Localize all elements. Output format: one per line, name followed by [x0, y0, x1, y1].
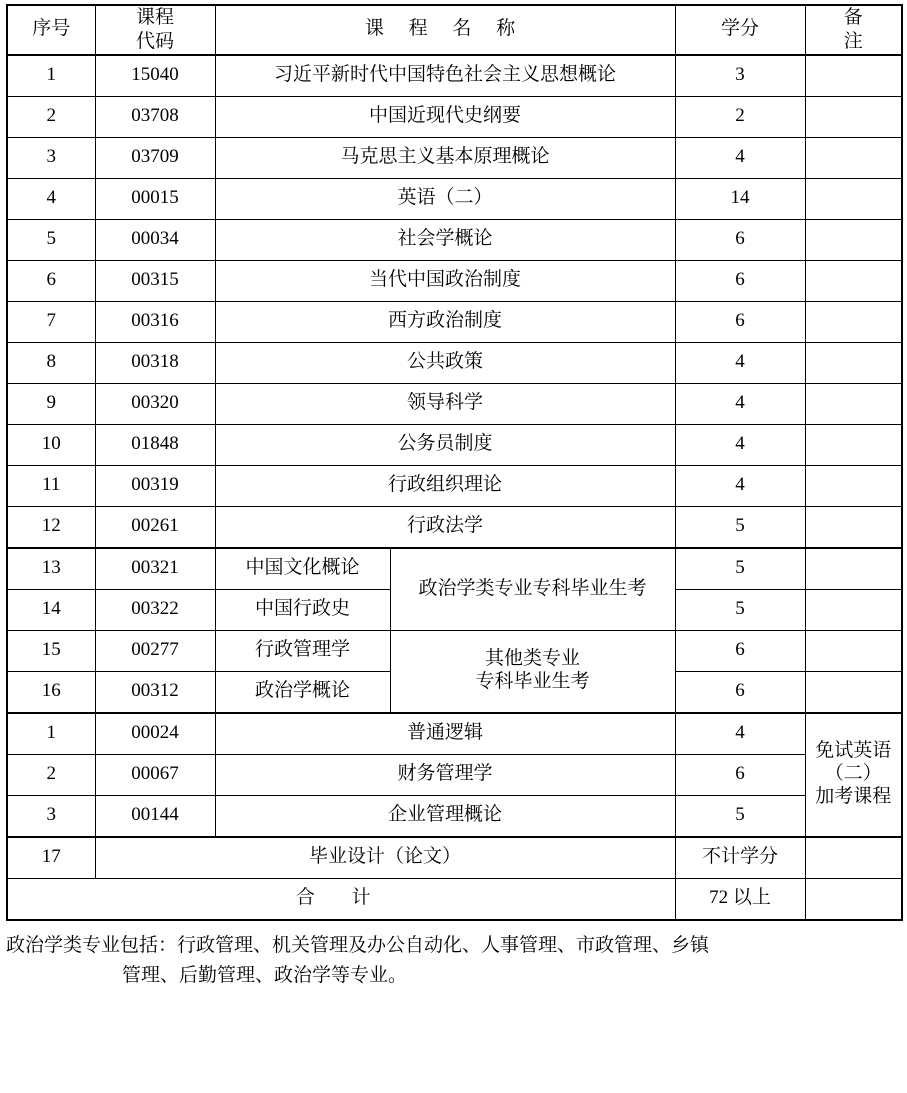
table-row: [7, 178, 902, 219]
cell-code: 00319: [95, 465, 215, 506]
table-row: [7, 301, 902, 342]
cell-no: 8: [7, 342, 95, 383]
header-remark: [805, 5, 902, 55]
header-code: [95, 5, 215, 55]
cell-no: 3: [7, 795, 95, 837]
table-row: [7, 137, 902, 178]
cell-name: 中国行政史: [215, 589, 390, 630]
table-row: [7, 795, 902, 837]
cell-remark: [805, 548, 902, 590]
table-row: [7, 55, 902, 97]
table-row: [7, 506, 902, 548]
cell-no: 11: [7, 465, 95, 506]
cell-credit: 6: [675, 219, 805, 260]
cell-code: 00320: [95, 383, 215, 424]
cell-name: 行政法学: [215, 506, 675, 548]
cell-code: 00312: [95, 671, 215, 713]
table-row: [7, 465, 902, 506]
header-name: 课 程 名 称: [215, 5, 675, 55]
cell-remark: [805, 424, 902, 465]
table-row: [7, 713, 902, 755]
table-row: [7, 630, 902, 671]
cell-remark: [805, 837, 902, 879]
section2-note-2: [390, 630, 675, 713]
cell-credit: 3: [675, 55, 805, 97]
cell-name: 行政管理学: [215, 630, 390, 671]
cell-credit: 6: [675, 301, 805, 342]
cell-credit: 5: [675, 795, 805, 837]
cell-no: 5: [7, 219, 95, 260]
cell-name: 财务管理学: [215, 754, 675, 795]
cell-remark: [805, 383, 902, 424]
course-plan-table: [6, 4, 903, 921]
table-row: [7, 424, 902, 465]
cell-credit: 14: [675, 178, 805, 219]
cell-code: 00318: [95, 342, 215, 383]
cell-credit: 2: [675, 96, 805, 137]
cell-no: 1: [7, 713, 95, 755]
cell-name: 行政组织理论: [215, 465, 675, 506]
header-code-line2: 代码: [135, 30, 174, 52]
cell-code: 00316: [95, 301, 215, 342]
total-row: [7, 878, 902, 920]
section3-remark-line1: 免试英语: [815, 740, 892, 762]
cell-credit: 4: [675, 137, 805, 178]
cell-remark: [805, 671, 902, 713]
header-credit: 学分: [675, 5, 805, 55]
cell-name: 社会学概论: [215, 219, 675, 260]
cell-credit: 6: [675, 671, 805, 713]
cell-name: 中国近现代史纲要: [215, 96, 675, 137]
table-row: [7, 342, 902, 383]
cell-code: 03709: [95, 137, 215, 178]
cell-code: 00277: [95, 630, 215, 671]
section2-note-2-line1: 其他类专业: [485, 648, 581, 670]
cell-credit: 5: [675, 589, 805, 630]
section3-remark-line3: 加考课程: [815, 785, 892, 807]
cell-name: 企业管理概论: [215, 795, 675, 837]
table-row: [7, 260, 902, 301]
cell-remark: [805, 137, 902, 178]
section2-note-1: 政治学类专业专科毕业生考: [390, 548, 675, 631]
cell-remark: [805, 506, 902, 548]
cell-name: 英语（二）: [215, 178, 675, 219]
total-credit: 72 以上: [675, 878, 805, 920]
cell-remark: [805, 178, 902, 219]
header-no: 序号: [7, 5, 95, 55]
cell-code: 00261: [95, 506, 215, 548]
cell-no: 7: [7, 301, 95, 342]
cell-name: 公务员制度: [215, 424, 675, 465]
cell-credit: 4: [675, 424, 805, 465]
cell-name: 普通逻辑: [215, 713, 675, 755]
cell-credit: 4: [675, 342, 805, 383]
cell-code: 00015: [95, 178, 215, 219]
cell-no: 13: [7, 548, 95, 590]
cell-credit: 5: [675, 506, 805, 548]
cell-remark: [805, 342, 902, 383]
cell-credit: 6: [675, 630, 805, 671]
header-code-line1: 课程: [135, 7, 174, 28]
graduation-row: [7, 837, 902, 879]
cell-credit: 6: [675, 260, 805, 301]
cell-no: 10: [7, 424, 95, 465]
table-row: [7, 96, 902, 137]
cell-name: 毕业设计（论文）: [95, 837, 675, 879]
cell-code: 00067: [95, 754, 215, 795]
cell-credit: 5: [675, 548, 805, 590]
cell-no: 9: [7, 383, 95, 424]
section2-note-2-line2: 专科毕业生考: [475, 671, 590, 692]
table-row: [7, 754, 902, 795]
total-remark: [805, 878, 902, 920]
cell-name: 政治学概论: [215, 671, 390, 713]
cell-code: 00322: [95, 589, 215, 630]
cell-no: 15: [7, 630, 95, 671]
cell-no: 2: [7, 754, 95, 795]
header-remark-line1: 备: [843, 7, 863, 28]
table-row: [7, 548, 902, 590]
cell-name: 中国文化概论: [215, 548, 390, 590]
cell-remark: [805, 96, 902, 137]
cell-no: 4: [7, 178, 95, 219]
table-header-row: [7, 5, 902, 55]
cell-remark: [805, 465, 902, 506]
cell-code: 00321: [95, 548, 215, 590]
section3-remark: [805, 713, 902, 837]
cell-code: 01848: [95, 424, 215, 465]
cell-no: 16: [7, 671, 95, 713]
cell-code: 00315: [95, 260, 215, 301]
cell-no: 14: [7, 589, 95, 630]
cell-no: 3: [7, 137, 95, 178]
footnote-line1: 政治学类专业包括：行政管理、机关管理及办公自动化、人事管理、市政管理、乡镇: [6, 934, 710, 956]
cell-remark: [805, 55, 902, 97]
cell-credit: 6: [675, 754, 805, 795]
cell-code: 00144: [95, 795, 215, 837]
cell-no: 2: [7, 96, 95, 137]
cell-name: 西方政治制度: [215, 301, 675, 342]
cell-code: 15040: [95, 55, 215, 97]
cell-code: 00024: [95, 713, 215, 755]
cell-name: 习近平新时代中国特色社会主义思想概论: [215, 55, 675, 97]
cell-credit: 不计学分: [675, 837, 805, 879]
section3-remark-line2: （二）: [824, 763, 882, 785]
cell-credit: 4: [675, 383, 805, 424]
cell-credit: 4: [675, 465, 805, 506]
table-row: [7, 383, 902, 424]
header-remark-line2: 注: [843, 30, 863, 52]
cell-name: 当代中国政治制度: [215, 260, 675, 301]
cell-code: 00034: [95, 219, 215, 260]
cell-no: 12: [7, 506, 95, 548]
cell-remark: [805, 301, 902, 342]
footnote-line2: 管理、后勤管理、政治学等专业。: [122, 964, 408, 986]
cell-remark: [805, 219, 902, 260]
total-label: 合 计: [7, 878, 675, 920]
cell-name: 领导科学: [215, 383, 675, 424]
table-row: [7, 219, 902, 260]
cell-remark: [805, 630, 902, 671]
cell-remark: [805, 589, 902, 630]
footnote: [6, 931, 901, 992]
cell-no: 1: [7, 55, 95, 97]
cell-name: 马克思主义基本原理概论: [215, 137, 675, 178]
cell-remark: [805, 260, 902, 301]
cell-name: 公共政策: [215, 342, 675, 383]
cell-no: 6: [7, 260, 95, 301]
cell-no: 17: [7, 837, 95, 879]
cell-code: 03708: [95, 96, 215, 137]
cell-credit: 4: [675, 713, 805, 755]
